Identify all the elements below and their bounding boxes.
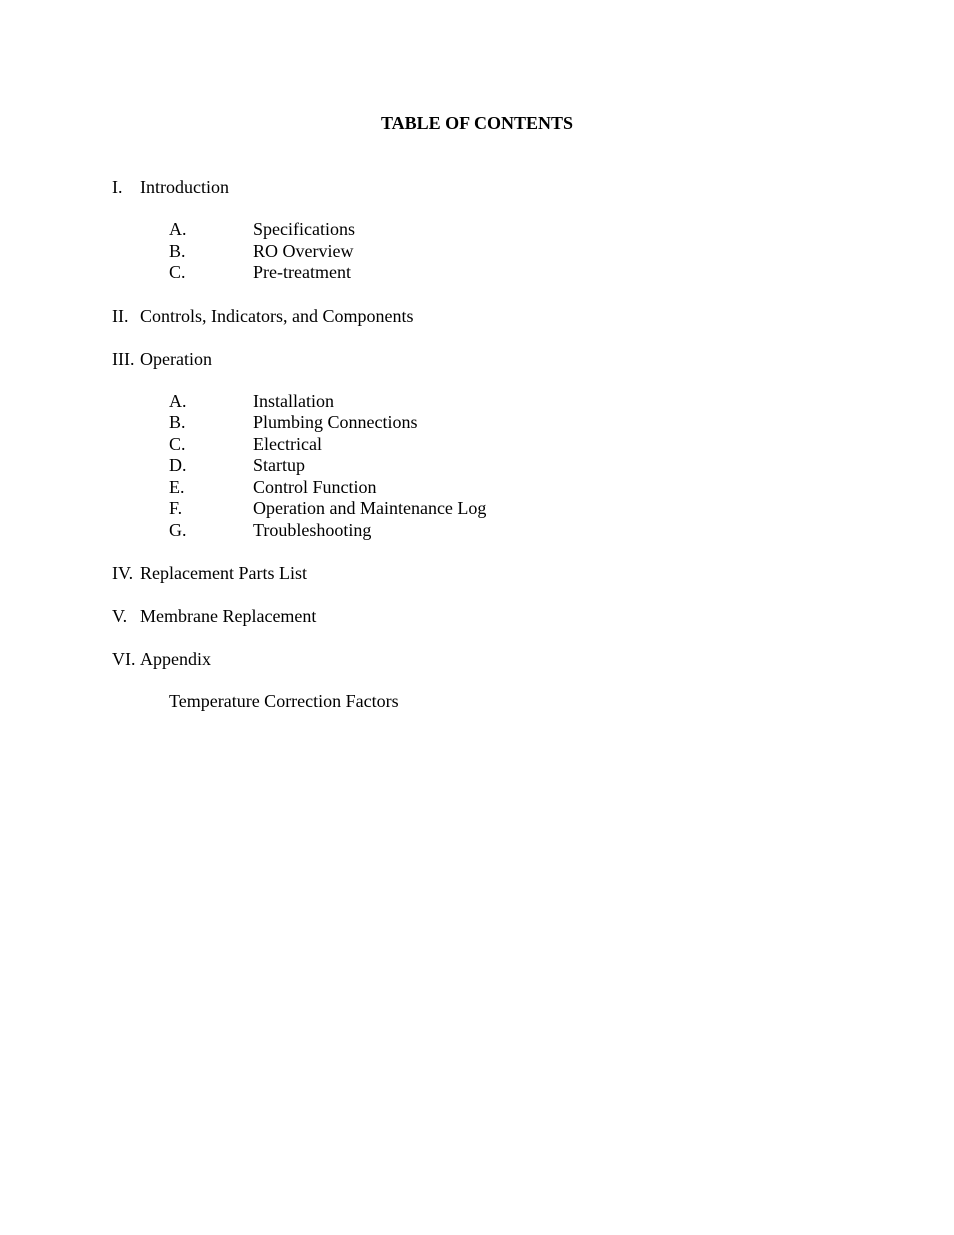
subsection-title: Installation xyxy=(253,390,334,411)
section-number: I. xyxy=(112,177,123,197)
toc-section-operation xyxy=(112,348,872,542)
toc-section-heading xyxy=(112,348,872,370)
section-number: VI. xyxy=(112,649,136,669)
subsection-title: Temperature Correction Factors xyxy=(169,691,399,711)
subsection-letter: A. xyxy=(169,219,187,239)
subsection-title: Electrical xyxy=(253,433,322,454)
section-title: Membrane Replacement xyxy=(140,606,317,626)
toc-subsection-item xyxy=(169,455,872,477)
section-title: Operation xyxy=(140,348,212,369)
toc-section-replacement-parts xyxy=(112,562,872,584)
subsection-letter: B. xyxy=(169,412,186,432)
subsection-letter: D. xyxy=(169,455,187,475)
toc-subsection-list xyxy=(169,691,872,713)
section-title: Appendix xyxy=(140,649,211,669)
toc-subsection-item xyxy=(169,498,872,520)
subsection-letter: C. xyxy=(169,433,186,454)
toc-section-appendix xyxy=(112,648,872,713)
toc-subsection-list xyxy=(169,219,872,284)
toc-section-membrane-replacement xyxy=(112,605,872,627)
toc-section-heading xyxy=(112,305,872,327)
toc-subsection-item xyxy=(169,262,872,284)
toc-section-controls xyxy=(112,305,872,327)
toc-subsection-item xyxy=(169,241,872,263)
toc-subsection-item xyxy=(169,219,872,241)
subsection-letter: E. xyxy=(169,476,185,497)
toc-section-heading xyxy=(112,648,872,670)
subsection-letter: C. xyxy=(169,262,186,282)
subsection-letter: G. xyxy=(169,519,187,540)
toc-section-introduction xyxy=(112,176,872,284)
section-title: Introduction xyxy=(140,177,229,197)
toc-subsection-item xyxy=(169,391,872,413)
toc-subsection-item xyxy=(169,691,872,713)
subsection-title: Pre-treatment xyxy=(253,262,351,282)
subsection-title: RO Overview xyxy=(253,240,354,261)
toc-section-heading xyxy=(112,176,872,198)
section-number: III. xyxy=(112,348,135,369)
subsection-title: Operation and Maintenance Log xyxy=(253,498,487,518)
toc-list xyxy=(112,176,872,713)
subsection-letter: A. xyxy=(169,390,187,411)
subsection-title: Specifications xyxy=(253,219,355,239)
section-title: Replacement Parts List xyxy=(140,563,307,583)
section-title: Controls, Indicators, and Components xyxy=(140,305,414,326)
section-number: V. xyxy=(112,606,128,626)
subsection-title: Control Function xyxy=(253,476,377,497)
subsection-title: Startup xyxy=(253,455,305,475)
toc-subsection-item xyxy=(169,477,872,499)
section-number: IV. xyxy=(112,563,134,583)
subsection-letter: B. xyxy=(169,240,186,261)
subsection-title: Troubleshooting xyxy=(253,519,372,540)
toc-subsection-item xyxy=(169,520,872,542)
toc-section-heading xyxy=(112,562,872,584)
page-title: TABLE OF CONTENTS xyxy=(380,113,574,133)
section-number: II. xyxy=(112,305,129,326)
toc-subsection-list xyxy=(169,391,872,542)
toc-section-heading xyxy=(112,605,872,627)
toc-subsection-item xyxy=(169,434,872,456)
subsection-letter: F. xyxy=(169,498,183,518)
subsection-title: Plumbing Connections xyxy=(253,412,418,432)
toc-subsection-item xyxy=(169,412,872,434)
